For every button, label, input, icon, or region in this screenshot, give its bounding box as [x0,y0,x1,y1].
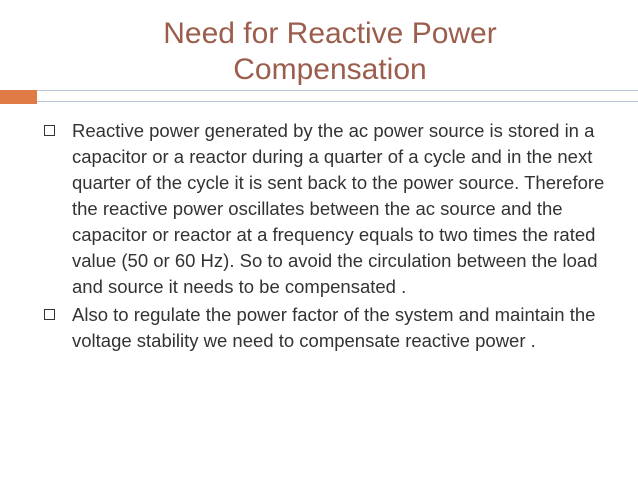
title-rule-accent [0,90,37,104]
bullet-item-power-factor [0,302,638,354]
title-rule-line [37,90,638,102]
bullet-list [0,118,638,356]
slide-title-line-2: Compensation [233,53,427,86]
bullet-text: Reactive power generated by the ac power source is stored in a capacitor or a reactor during a quarter of a cycle and in the next quarter of the cycle it is sent back to the power source. Therefore the reactive power oscillates between the ac source and the capacitor or reactor at a frequency equals to two times the rated value (50 or 60 Hz). So to avoid the circulation between the load and source it needs to be compensated . [72,120,605,297]
bullet-item-reactive-power [0,118,638,300]
square-bullet-icon [44,309,55,320]
slide-title-line-1: Need for Reactive Power [163,17,497,50]
slide-title [70,16,590,88]
bullet-text: Also to regulate the power factor of the system and maintain the voltage stability we need to compensate reactive power . [72,304,596,351]
square-bullet-icon [44,125,55,136]
